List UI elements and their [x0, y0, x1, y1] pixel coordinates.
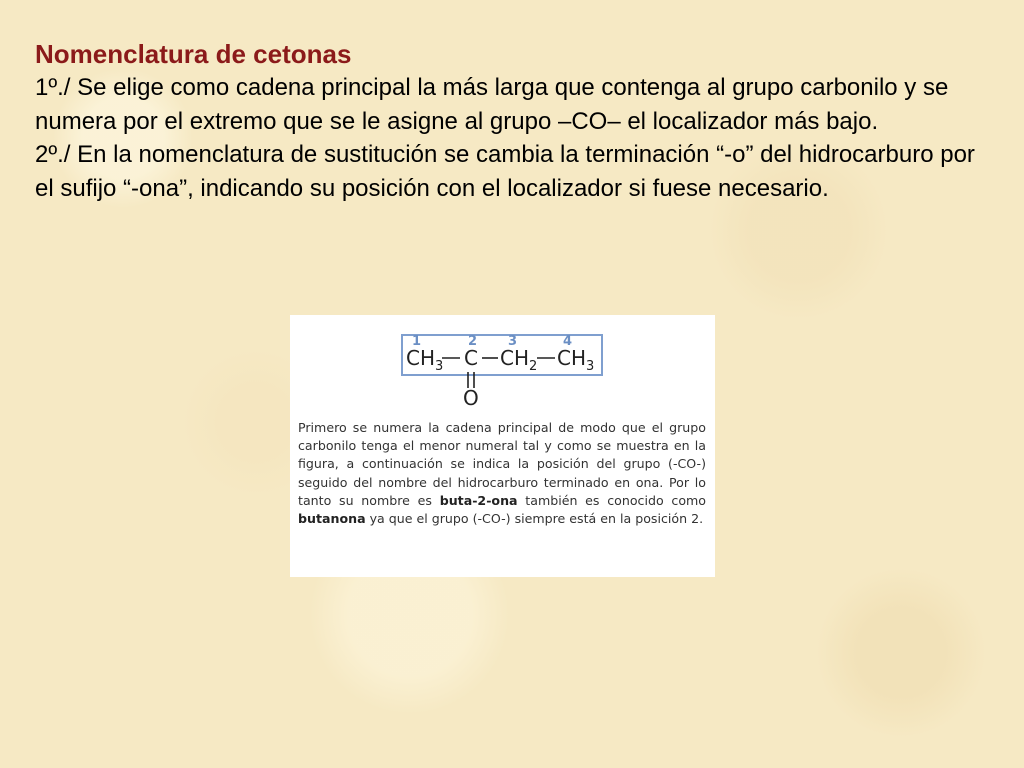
locant-3: 3	[508, 334, 518, 349]
slide-text	[35, 38, 995, 205]
locant-4: 4	[563, 334, 573, 349]
carbon-2: C	[464, 346, 478, 370]
name-butanona: butanona	[298, 511, 366, 527]
carbon-1: $CH_3$	[406, 346, 444, 374]
rule-1: 1º./ Se elige como cadena principal la más larga que contenga al grupo carbonilo y se numera por el extremo que se le asigne al grupo –CO– el localizador más bajo.	[35, 74, 949, 135]
slide-title: Nomenclatura de cetonas	[35, 39, 352, 69]
rule-2: 2º./ En la nomenclatura de sustitución se cambia la terminación “-o” del hidrocarburo por el sufijo “-ona”, indicando su posición con el localizador si fuese necesario.	[35, 141, 975, 202]
name-buta-2-ona: buta-2-ona	[439, 492, 518, 508]
carbon-4: $CH_3$	[557, 346, 595, 374]
butanone-figure	[290, 315, 715, 577]
locant-2: 2	[468, 334, 478, 349]
carbon-3: $CH_2$	[500, 346, 538, 374]
structural-formula	[290, 315, 715, 425]
locant-1: 1	[412, 334, 422, 349]
figure-caption: Primero se numera la cadena principal de modo que el grupo carbonilo tenga el menor numeral tal y como se muestra en la figura, a continuación se indica la posición del grupo (-CO-) seguido del nombre del hidrocarburo terminado en ona. Por lo tanto su nombre es buta-2-ona también es conocido como butanona ya que el grupo (-CO-) siempre está en la posición 2.	[298, 420, 707, 527]
oxygen: O	[463, 386, 479, 410]
